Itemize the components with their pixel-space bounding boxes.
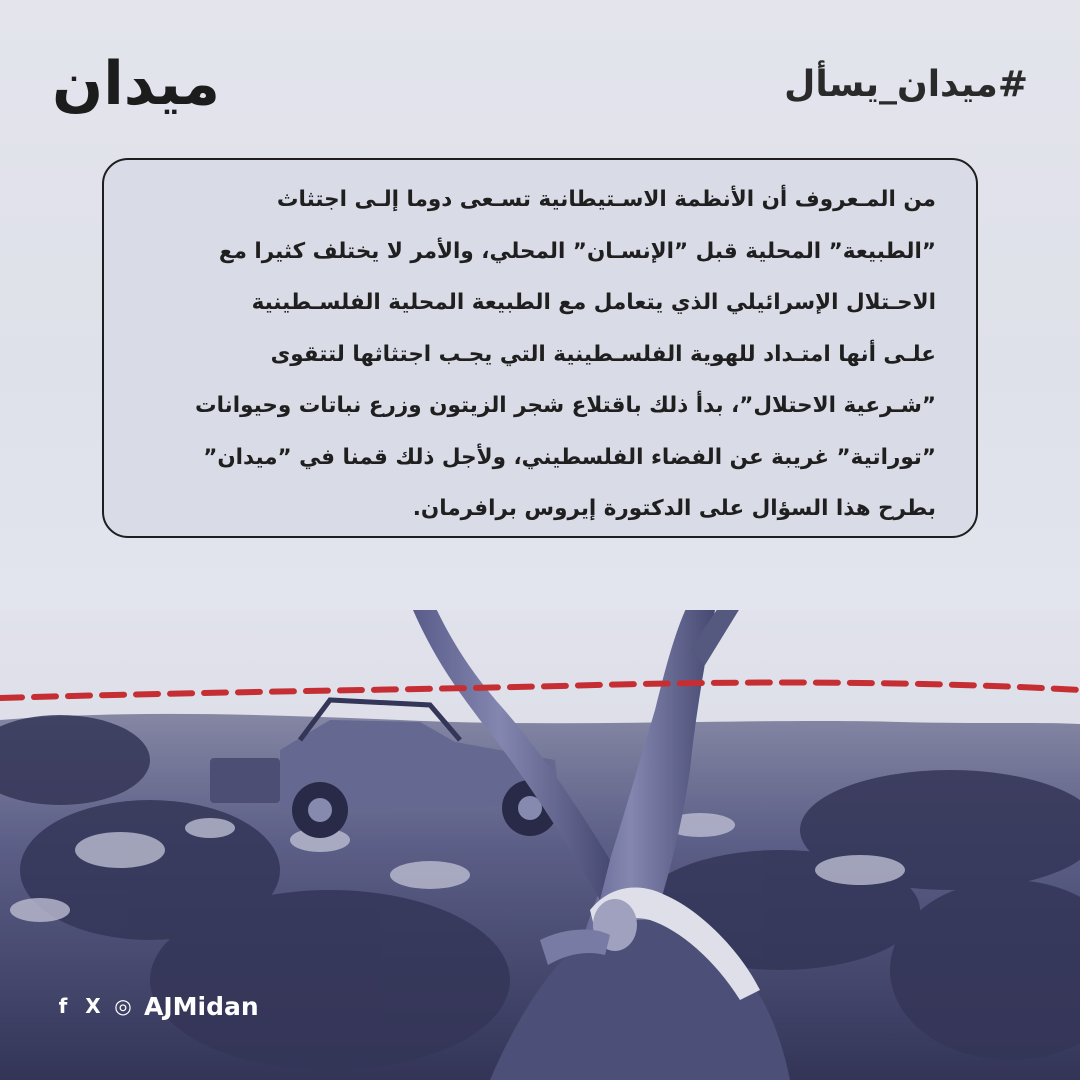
- social-handle: AJMidan: [144, 991, 259, 1021]
- x-icon: X: [85, 994, 101, 1018]
- question-card: [102, 158, 978, 538]
- card-line: ”شـرعية الاحتلال”، بدأ ذلك باقتلاع شجر الزيتون وزرع نباتات وحيوانات: [194, 393, 936, 418]
- midan-logo: ميدان: [52, 49, 221, 119]
- hashtag: #ميدان_يسأل: [784, 64, 1028, 105]
- card-line: ”توراتية” غريبة عن الفضاء الفلسطيني، ولأجل ذلك قمنا في ”ميدان”: [203, 444, 936, 470]
- card-text: [138, 174, 936, 535]
- instagram-icon: ◎: [114, 994, 132, 1018]
- card-line: ”الطبيعة” المحلية قبل ”الإنسـان” المحلي، والأمر لا يختلف كثيرا مع: [218, 238, 936, 264]
- card-line: بطرح هذا السؤال على الدكتورة إيروس برافرمان.: [412, 496, 936, 521]
- social-footer: [52, 988, 259, 1024]
- card-line: علـى أنها امتـداد للهوية الفلسـطينية التي يجـب اجتثاثها لتتقوى: [270, 341, 936, 367]
- card-line: من المـعروف أن الأنظمة الاسـتيطانية تسـعى دوما إلـى اجتثاث: [276, 187, 936, 212]
- card-line: الاحـتلال الإسرائيلي الذي يتعامل مع الطبيعة المحلية الفلسـطينية: [251, 290, 936, 315]
- facebook-icon: f: [58, 994, 68, 1018]
